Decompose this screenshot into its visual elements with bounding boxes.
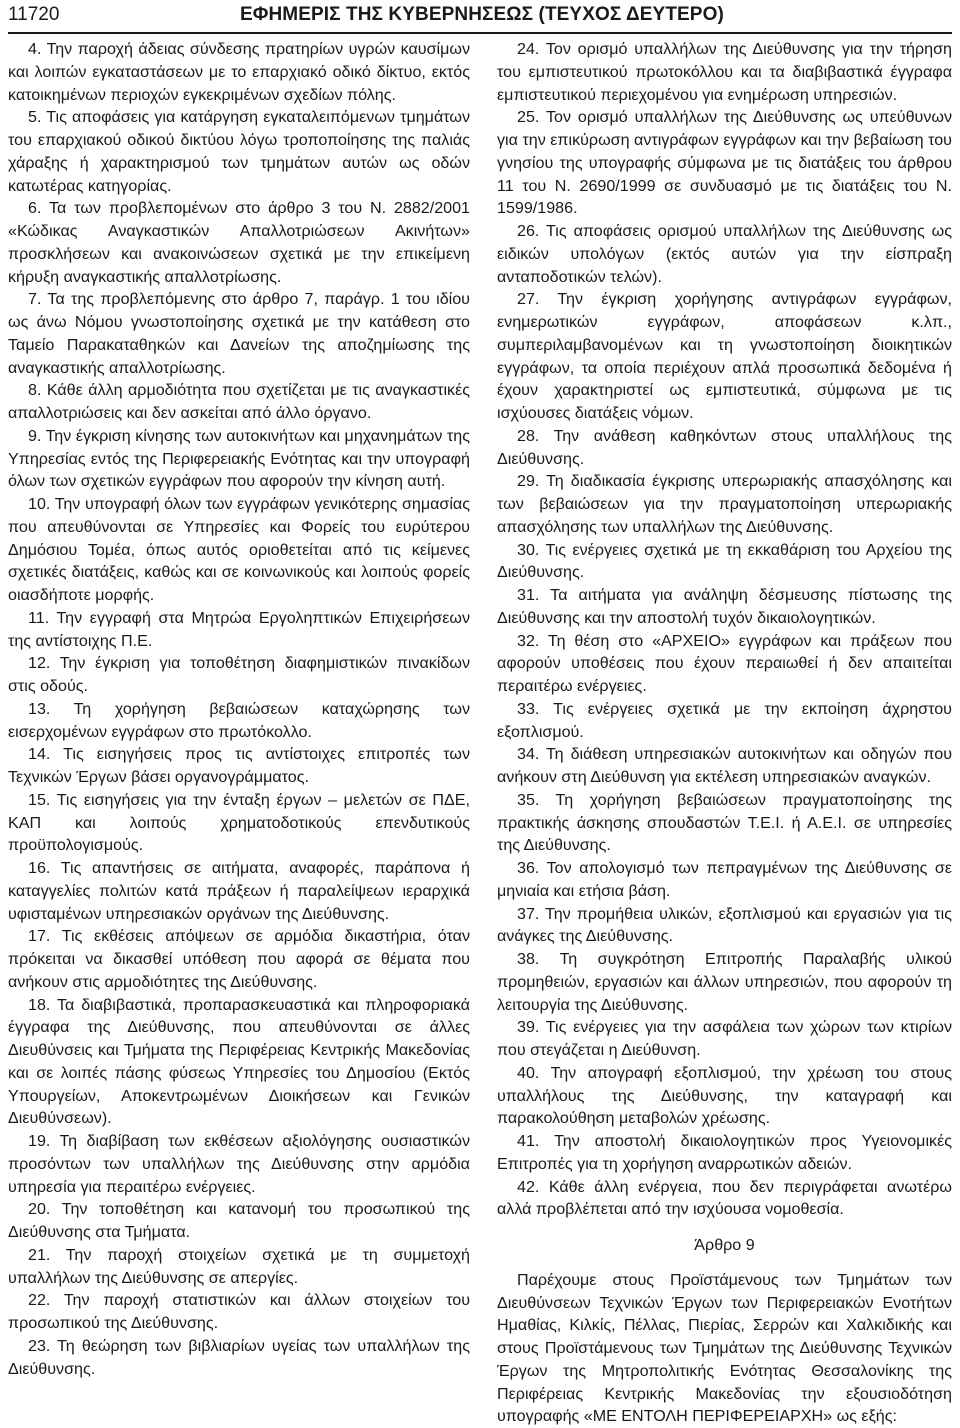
- right-column: [490, 38, 952, 1428]
- page-number: 11720: [8, 4, 60, 25]
- paragraph-item-28: 28. Την ανάθεση καθηκόντων στους υπαλλήλους της Διεύθυνσης.: [497, 426, 952, 468]
- paragraph-item-26: 26. Τις αποφάσεις ορισμού υπαλλήλων της Διεύθυνσης ως ειδικών υπολόγων (εκτός αυτών για την είσπραξη ανταποδοτικών τελών).: [497, 222, 952, 286]
- paragraph-item-7: 7. Τα της προβλεπόμενης στο άρθρο 7, παράγρ. 1 του ιδίου ως άνω Νόμου γνωστοποίησης σχετικά με την κατάθεση στο Ταμείο Παρακαταθηκών και Δανείων της αποζημίωσης της αναγκαστικής απαλλοτρίωσης.: [8, 290, 470, 377]
- paragraph-item-32: 32. Τη θέση στο «ΑΡΧΕΙΟ» εγγράφων και πράξεων που αφορούν υποθέσεις που έχουν περαιωθεί ή δεν απαιτείται περαιτέρω ενέργειες.: [497, 631, 952, 695]
- paragraph-item-11: 11. Την εγγραφή στα Μητρώα Εργοληπτικών Επιχειρήσεων της αντίστοιχης Π.Ε.: [8, 608, 470, 650]
- paragraph-item-33: 33. Τις ενέργειες σχετικά με την εκποίηση άχρηστου εξοπλισμού.: [497, 699, 952, 741]
- paragraph-item-18: 18. Τα διαβιβαστικά, προπαρασκευαστικά και πληροφοριακά έγγραφα της Διεύθυνσης, που απευθύνονται σε άλλες Διευθύνσεις και Τμήματα της Περιφέρειας Κεντρικής Μακεδονίας και σε λοιπές πάσης φύσεως Υπηρεσίες του Δημοσίου (Εκτός Υπουργείων, Αποκεντρωμένων Διοικήσεων και Γενικών Διευθύνσεων).: [8, 995, 470, 1128]
- paragraph-item-39: 39. Τις ενέργειες για την ασφάλεια των χώρων των κτιρίων που στεγάζεται η Διεύθυνση.: [497, 1018, 952, 1059]
- paragraph-item-31: 31. Τα αιτήματα για ανάληψη δέσμευσης πίστωσης της Διεύθυνσης και την αποστολή τυχόν δικαιολογητικών.: [497, 586, 952, 627]
- paragraph-item-15: 15. Τις εισηγήσεις για την ένταξη έργων – μελετών σε ΠΔΕ, ΚΑΠ και λοιπούς χρηματοδοτικούς επενδυτικούς προϋπολογισμούς.: [8, 790, 470, 855]
- paragraph-item-22: 22. Την παροχή στατιστικών και άλλων στοιχείων του προσωπικού της Διεύθυνσης.: [8, 1291, 470, 1332]
- paragraph-item-14: 14. Τις εισηγήσεις προς τις αντίστοιχες επιτροπές των Τεχνικών Έργων βάσει οργανογράμματος.: [8, 745, 470, 786]
- paragraph-item-36: 36. Τον απολογισμό των πεπραγμένων της Διεύθυνσης σε μηνιαία και ετήσια βάση.: [497, 859, 952, 900]
- paragraph-item-41: 41. Την αποστολή δικαιολογητικών προς Υγειονομικές Επιτροπές για τη χορήγηση αναρρωτικών αδειών.: [497, 1132, 952, 1173]
- paragraph-item-21: 21. Την παροχή στοιχείων σχετικά με τη συμμετοχή υπαλλήλων της Διεύθυνσης σε απεργίες.: [8, 1245, 470, 1287]
- paragraph-item-38: 38. Τη συγκρότηση Επιτροπής Παραλαβής υλικού προμηθειών, εργασιών και άλλων υπηρεσιών, που αφορούν τη λειτουργία της Διεύθυνσης.: [497, 950, 952, 1014]
- paragraph-item-25: 25. Τον ορισμό υπαλλήλων της Διεύθυνσης ως υπεύθυνων για την επικύρωση αντιγράφων εγγράφων και την βεβαίωση του γνησίου της υπογραφής σύμφωνα με τις διατάξεις του άρθρου 11 του Ν. 2690/1999 σε συνδυασμό με τις διατάξεις του Ν. 1599/1986.: [497, 108, 952, 218]
- paragraph-item-37: 37. Την προμήθεια υλικών, εξοπλισμού και εργασιών για τις ανάγκες της Διεύθυνσης.: [497, 904, 952, 946]
- paragraph-item-40: 40. Την απογραφή εξοπλισμού, την χρέωση του στους υπαλλήλους της Διεύθυνσης, την καταγραφή και παρακολούθηση μεταβολών χρέωσης.: [497, 1063, 952, 1128]
- paragraph-item-13: 13. Τη χορήγηση βεβαιώσεων καταχώρησης των εισερχομένων εγγράφων στο πρωτόκολλο.: [8, 699, 470, 741]
- paragraph-item-5: 5. Τις αποφάσεις για κατάργηση εγκαταλειπόμενων τμημάτων του επαρχιακού οδικού δικτύου λόγω τροποποίησης της παλιάς χάραξης ή χαρακτηρισμού των τμημάτων αυτών ως οδών κατωτέρας κατηγορίας.: [8, 108, 470, 195]
- paragraph-item-16: 16. Τις απαντήσεις σε αιτήματα, αναφορές, παράπονα ή καταγγελίες πολιτών κατά πράξεων ή παραλείψεων ιεραρχικά υφισταμένων υπηρεσιακών οργάνων της Διεύθυνσης.: [8, 859, 470, 923]
- paragraph-item-20: 20. Την τοποθέτηση και κατανομή του προσωπικού της Διεύθυνσης στα Τμήματα.: [8, 1200, 470, 1241]
- paragraph-item-12: 12. Την έγκριση για τοποθέτηση διαφημιστικών πινακίδων στις οδούς.: [8, 654, 470, 695]
- paragraph-item-27: 27. Την έγκριση χορήγησης αντιγράφων εγγράφων, ενημερωτικών εγγράφων, αποφάσεων κ.λπ., συμπεριλαμβανομένων και τη γνωστοποίηση διοικητικών εγγράφων, τα οποία περιέχουν απλά προσωπικά δεδομένα ή έχουν χαρακτηριστεί ως εμπιστευτικά, σύμφωνα με τις ισχύουσες διατάξεις νόμων.: [497, 290, 952, 422]
- page-header: [8, 2, 952, 34]
- paragraph-item-8: 8. Κάθε άλλη αρμοδιότητα που σχετίζεται με τις αναγκαστικές απαλλοτριώσεις και δεν ασκείται από άλλο όργανο.: [8, 381, 470, 422]
- paragraph-item-23: 23. Τη θεώρηση των βιβλιαρίων υγείας των υπαλλήλων της Διεύθυνσης.: [8, 1336, 470, 1378]
- article-text: Παρέχουμε στους Προϊστάμενους των Τμημάτων των Διευθύνσεων Τεχνικών Έργων των Περιφερειακών Ενοτήτων Ημαθίας, Κιλκίς, Πέλλας, Πιερίας, Σερρών και Χαλκιδικής και στους Προϊστάμενους των Τμημάτων της Διεύθυνσης Τεχνικών Έργων της Μητροπολιτικής Ενότητας Θεσσαλονίκης της Περιφέρειας Κεντρικής Μακεδονίας την εξουσιοδότηση υπογραφής «ΜΕ ΕΝΤΟΛΗ ΠΕΡΙΦΕΡΕΙΑΡΧΗ» ως εξής:: [497, 1270, 952, 1426]
- paragraph-item-10: 10. Την υπογραφή όλων των εγγράφων γενικότερης σημασίας που απευθύνονται σε Υπηρεσίες και Φορείς του ευρύτερου Δημόσιου Τομέα, όπως αυτός οριοθετείται από τις κείμενες σχετικές διατάξεις, καθώς και σε κοινωνικούς και λοιπούς φορείς οιασδήποτε μορφής.: [8, 495, 470, 604]
- gazette-title: ΕΦΗΜΕΡΙΣ ΤΗΣ ΚΥΒΕΡΝΗΣΕΩΣ (ΤΕΥΧΟΣ ΔΕΥΤΕΡΟ): [240, 4, 724, 25]
- paragraph-item-30: 30. Τις ενέργειες σχετικά με τη εκκαθάριση του Αρχείου της Διεύθυνσης.: [497, 540, 952, 582]
- paragraph-item-19: 19. Τη διαβίβαση των εκθέσεων αξιολόγησης ουσιαστικών προσόντων των υπαλλήλων της Διεύθυνσης στην αρμόδια υπηρεσία για περαιτέρω ενέργειες.: [8, 1132, 470, 1196]
- article-heading: Άρθρο 9: [694, 1236, 755, 1254]
- paragraph-item-9: 9. Την έγκριση κίνησης των αυτοκινήτων και μηχανημάτων της Υπηρεσίας εντός της Περιφερειακής Ενότητας και την υπογραφή όλων των σχετικών εγγράφων που αφορούν την κίνηση αυτή.: [8, 426, 470, 491]
- paragraph-item-17: 17. Τις εκθέσεις απόψεων σε αρμόδια δικαστήρια, όταν πρόκειται να δικασθεί υπόθεση που αφορά σε θέματα που ανήκουν στις αρμοδιότητες της Διεύθυνσης.: [8, 927, 470, 991]
- paragraph-item-4: 4. Την παροχή άδειας σύνδεσης πρατηρίων υγρών καυσίμων και λοιπών εγκαταστάσεων με το επαρχιακό οδικό δίκτυο, εκτός κατοικημένων περιοχών εγκεκριμένων σχεδίων πόλης.: [8, 40, 470, 104]
- paragraph-item-6: 6. Τα των προβλεπομένων στο άρθρο 3 του Ν. 2882/2001 «Κώδικας Αναγκαστικών Απαλλοτριώσεων Ακινήτων» προσκλήσεων και ανακοινώσεων σχετικά με την επικείμενη κήρυξη αναγκαστικής απαλλοτρίωσης.: [8, 199, 470, 286]
- paragraph-item-42: 42. Κάθε άλλη ενέργεια, που δεν περιγράφεται ανωτέρω αλλά προβλέπεται από την ισχύουσα νομοθεσία.: [497, 1177, 952, 1219]
- paragraph-item-34: 34. Τη διάθεση υπηρεσιακών αυτοκινήτων και οδηγών που ανήκουν στη Διεύθυνση για εκτέλεση υπηρεσιακών αναγκών.: [497, 745, 952, 786]
- paragraph-item-35: 35. Τη χορήγηση βεβαιώσεων πραγματοποίησης της πρακτικής άσκησης σπουδαστών Τ.Ε.Ι. ή Α.Ε.Ι. σε υπηρεσίες της Διεύθυνσης.: [497, 790, 952, 855]
- paragraph-item-29: 29. Τη διαδικασία έγκρισης υπερωριακής απασχόλησης και των βεβαιώσεων για την πραγματοποίηση υπερωριακής απασχόλησης των υπαλλήλων της Διεύθυνσης.: [497, 472, 952, 536]
- paragraph-item-24: 24. Τον ορισμό υπαλλήλων της Διεύθυνσης για την τήρηση του εμπιστευτικού πρωτοκόλλου και τα διαβιβαστικά έγγραφα εμπιστευτικού περιεχομένου για ενημέρωση υπηρεσιών.: [497, 40, 952, 104]
- left-column: [8, 38, 470, 1380]
